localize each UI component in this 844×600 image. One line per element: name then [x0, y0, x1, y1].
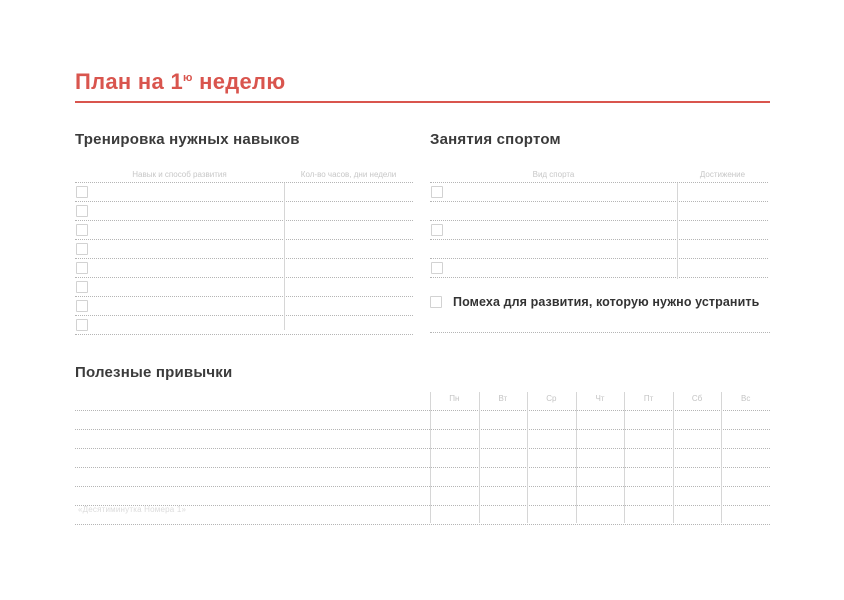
day-label: Пн [449, 394, 460, 403]
title-superscript: ю [183, 72, 193, 84]
grid-hline [75, 448, 770, 449]
sport-row [430, 259, 768, 278]
grid-vline [673, 392, 674, 523]
column-header-achievement: Достижение [699, 170, 746, 179]
habits-grid [75, 392, 770, 525]
skills-row [75, 183, 413, 202]
day-label: Сб [691, 394, 703, 403]
grid-hline [75, 467, 770, 468]
column-header-hours: Кол-во часов, дни недели [300, 170, 397, 179]
section-heading-sport: Занятия спортом [430, 131, 561, 148]
grid-vline [721, 392, 722, 523]
checkbox[interactable] [76, 205, 88, 217]
sport-row [430, 221, 768, 240]
obstacle-checkbox[interactable] [430, 296, 442, 308]
grid-hline [75, 410, 770, 411]
checkbox[interactable] [76, 281, 88, 293]
skills-row [75, 297, 413, 316]
page-title [75, 69, 285, 95]
day-label: Чт [595, 394, 605, 403]
habits-footnote: «Десятиминутка Номера 1» [78, 505, 187, 514]
day-label: Вс [740, 394, 751, 403]
checkbox[interactable] [76, 224, 88, 236]
sport-row [430, 202, 768, 221]
section-heading-habits: Полезные привычки [75, 364, 233, 381]
skills-row [75, 259, 413, 278]
checkbox[interactable] [76, 243, 88, 255]
skills-row [75, 278, 413, 297]
skills-row [75, 240, 413, 259]
skills-row [75, 221, 413, 240]
checkbox[interactable] [431, 262, 443, 274]
grid-vline [430, 392, 431, 523]
title-underline [75, 101, 770, 103]
grid-vline [527, 392, 528, 523]
grid-hline [75, 429, 770, 430]
checkbox[interactable] [76, 319, 88, 331]
grid-hline [75, 486, 770, 487]
sport-row [430, 183, 768, 202]
grid-vline [479, 392, 480, 523]
day-label: Пт [643, 394, 654, 403]
page-title-text: План на 1 [75, 69, 183, 94]
obstacle-label: Помеха для развития, которую нужно устранить [453, 295, 760, 309]
day-label: Вт [498, 394, 508, 403]
skills-row [75, 316, 413, 335]
day-labels-row [430, 394, 770, 403]
checkbox[interactable] [76, 262, 88, 274]
sport-table [430, 166, 768, 278]
page-title-rest: неделю [192, 69, 286, 94]
checkbox[interactable] [431, 186, 443, 198]
day-label: Ср [546, 394, 557, 403]
skills-rows [75, 183, 413, 335]
sport-rows [430, 183, 768, 278]
skills-table [75, 166, 413, 335]
column-header-sport-type: Вид спорта [532, 170, 575, 179]
section-heading-skills: Тренировка нужных навыков [75, 131, 300, 148]
sport-column-divider [677, 183, 678, 279]
skills-table-header [75, 166, 413, 183]
grid-hline [75, 524, 770, 525]
sport-row [430, 240, 768, 259]
column-header-skill: Навык и способ развития [132, 170, 227, 179]
grid-vline [576, 392, 577, 523]
grid-vline [624, 392, 625, 523]
skills-column-divider [284, 183, 285, 330]
checkbox[interactable] [76, 186, 88, 198]
checkbox[interactable] [76, 300, 88, 312]
obstacle-block [430, 295, 770, 309]
skills-row [75, 202, 413, 221]
grid-hline [75, 505, 770, 506]
checkbox[interactable] [431, 224, 443, 236]
sport-table-header [430, 166, 768, 183]
obstacle-write-line [430, 332, 770, 333]
